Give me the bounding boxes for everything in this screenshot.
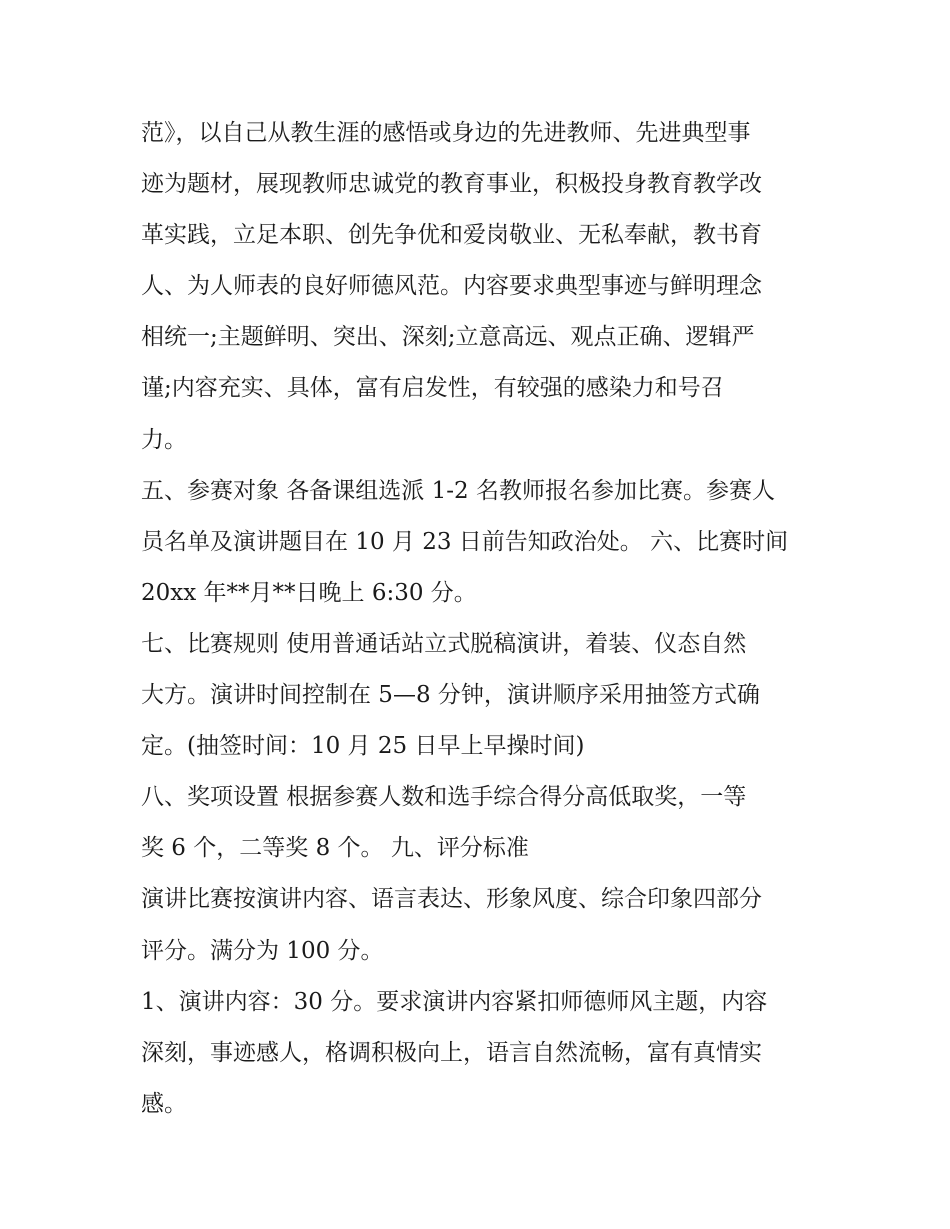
text-line: 感。 (141, 1090, 187, 1117)
text-line: 评分。满分为 100 分。 (141, 937, 384, 964)
text-line: 员名单及演讲题目在 10 月 23 日前告知政治处。 六、比赛时间 (141, 528, 789, 555)
text-line: 范》，以自己从教生涯的感悟或身边的先进教师、先进典型事 (141, 120, 751, 146)
text-line: 20xx 年**月**日晚上 6:30 分。 (141, 579, 477, 606)
text-line: 奖 6 个，二等奖 8 个。 九、评分标准 (141, 835, 529, 862)
text-line: 力。 (141, 426, 187, 453)
text-line: 人、为人师表的良好师德风范。内容要求典型事迹与鲜明理念 (141, 273, 762, 300)
text-line: 定。(抽签时间：10 月 25 日早上早操时间) (141, 733, 585, 760)
document-body (141, 108, 821, 1130)
text-line: 七、比赛规则 使用普通话站立式脱稿演讲，着装、仪态自然 (141, 630, 747, 657)
text-line: 八、奖项设置 根据参赛人数和选手综合得分高低取奖，一等 (141, 784, 747, 811)
text-line: 相统一;主题鲜明、突出、深刻;立意高远、观点正确、逻辑严 (141, 324, 755, 351)
text-line: 谨;内容充实、具体，富有启发性，有较强的感染力和号召 (141, 375, 724, 402)
text-line: 五、参赛对象 各备课组选派 1-2 名教师报名参加比赛。参赛人 (141, 477, 775, 504)
text-line: 迹为题材，展现教师忠诚党的教育事业，积极投身教育教学改 (141, 171, 762, 198)
text-line: 演讲比赛按演讲内容、语言表达、形象风度、综合印象四部分 (141, 886, 762, 913)
text-line: 深刻，事迹感人，格调积极向上，语言自然流畅，富有真情实 (141, 1039, 762, 1066)
text-line: 大方。演讲时间控制在 5—8 分钟，演讲顺序采用抽签方式确 (141, 682, 760, 709)
text-line: 1、演讲内容：30 分。要求演讲内容紧扣师德师风主题，内容 (141, 988, 768, 1015)
text-line: 革实践，立足本职、创先争优和爱岗敬业、无私奉献，教书育 (141, 222, 762, 249)
